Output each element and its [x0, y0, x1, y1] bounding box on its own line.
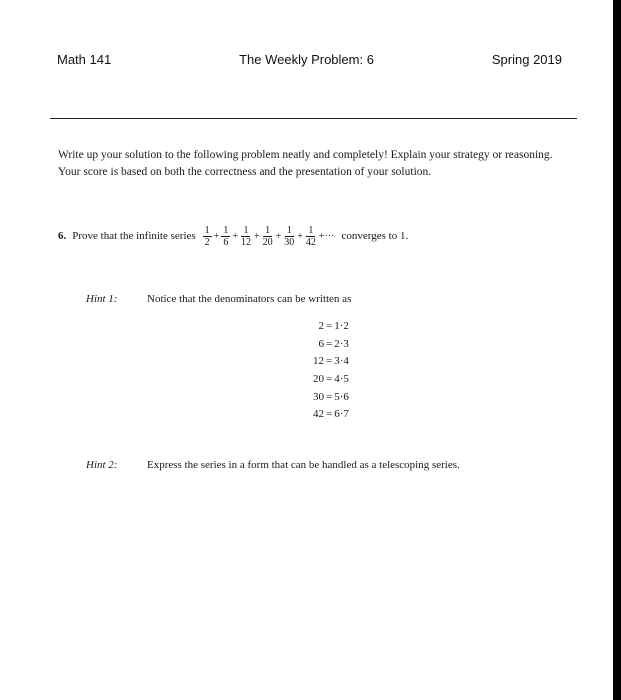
- denominator-equations: [290, 318, 360, 424]
- denominator: 6: [223, 236, 229, 248]
- equation-lhs: 6: [318, 337, 325, 350]
- equation-lhs: 2: [318, 320, 325, 332]
- numerator: 1: [308, 224, 314, 236]
- plus-sign: +: [275, 230, 282, 242]
- equation-lhs: 42: [313, 408, 325, 421]
- problem-statement: [58, 219, 578, 253]
- series-term: [240, 225, 252, 248]
- equation-row: [290, 353, 360, 371]
- plus-sign: +: [232, 230, 238, 242]
- series-term: [262, 225, 274, 248]
- problem-lead: Prove that the infinite series: [72, 230, 196, 242]
- hint2-text: Express the series in a form that can be handled as a telescoping series.: [147, 459, 460, 471]
- equation-row: [290, 406, 360, 424]
- denominator: 42: [305, 236, 316, 248]
- instructions-text: Write up your solution to the following problem neatly and completely! Explain your strategy or reasoning. Your score is based on both the correctness and the presentation of your solution.: [58, 149, 553, 178]
- equals-sign: =: [326, 373, 333, 386]
- equation-row: [290, 336, 360, 354]
- equation-lhs: 30: [313, 390, 325, 403]
- equals-sign: =: [326, 320, 333, 332]
- denominator: 2: [204, 236, 210, 248]
- series-expression: [202, 225, 336, 248]
- equation-row: [290, 389, 360, 407]
- series-ellipsis: +···: [318, 230, 335, 242]
- plus-sign: +: [253, 230, 260, 242]
- page-edge: [613, 0, 621, 700]
- denominator: 20: [262, 236, 273, 248]
- problem-tail: converges to 1.: [341, 230, 409, 242]
- denominator: 30: [284, 236, 295, 248]
- plus-sign: +: [213, 230, 220, 242]
- equals-sign: =: [326, 390, 333, 403]
- numerator: 1: [223, 224, 229, 236]
- hint1-label: Hint 1:: [86, 293, 118, 305]
- numerator: 1: [243, 224, 249, 236]
- divider: [50, 118, 577, 119]
- series-term: [221, 225, 230, 248]
- term-label: Spring 2019: [491, 52, 562, 67]
- denominator: 12: [240, 236, 251, 248]
- equation-rhs: 3·4: [334, 355, 349, 368]
- numerator: 1: [286, 224, 292, 236]
- equation-rhs: 5·6: [334, 390, 349, 403]
- equation-lhs: 20: [313, 373, 325, 386]
- equation-row: [290, 371, 360, 389]
- equation-rhs: 6·7: [334, 408, 349, 421]
- plus-sign: +: [297, 230, 303, 242]
- equation-rhs: 4·5: [334, 373, 349, 386]
- series-term: [305, 225, 317, 248]
- course-label: Math 141: [57, 52, 112, 67]
- equation-rhs: 1·2: [334, 320, 349, 332]
- hint2-label: Hint 2:: [86, 459, 118, 471]
- equals-sign: =: [326, 337, 333, 350]
- hint1-text: Notice that the denominators can be written as: [147, 293, 352, 305]
- equals-sign: =: [326, 408, 333, 421]
- numerator: 1: [204, 224, 210, 236]
- equation-lhs: 12: [313, 355, 325, 368]
- problem-number: 6.: [58, 230, 67, 242]
- equation-row: [290, 318, 360, 336]
- series-term: [203, 225, 212, 248]
- page-title: The Weekly Problem: 6: [239, 52, 374, 67]
- page-header: [0, 52, 613, 72]
- series-term: [283, 225, 295, 248]
- equation-rhs: 2·3: [334, 337, 349, 350]
- numerator: 1: [265, 224, 271, 236]
- equals-sign: =: [326, 355, 333, 368]
